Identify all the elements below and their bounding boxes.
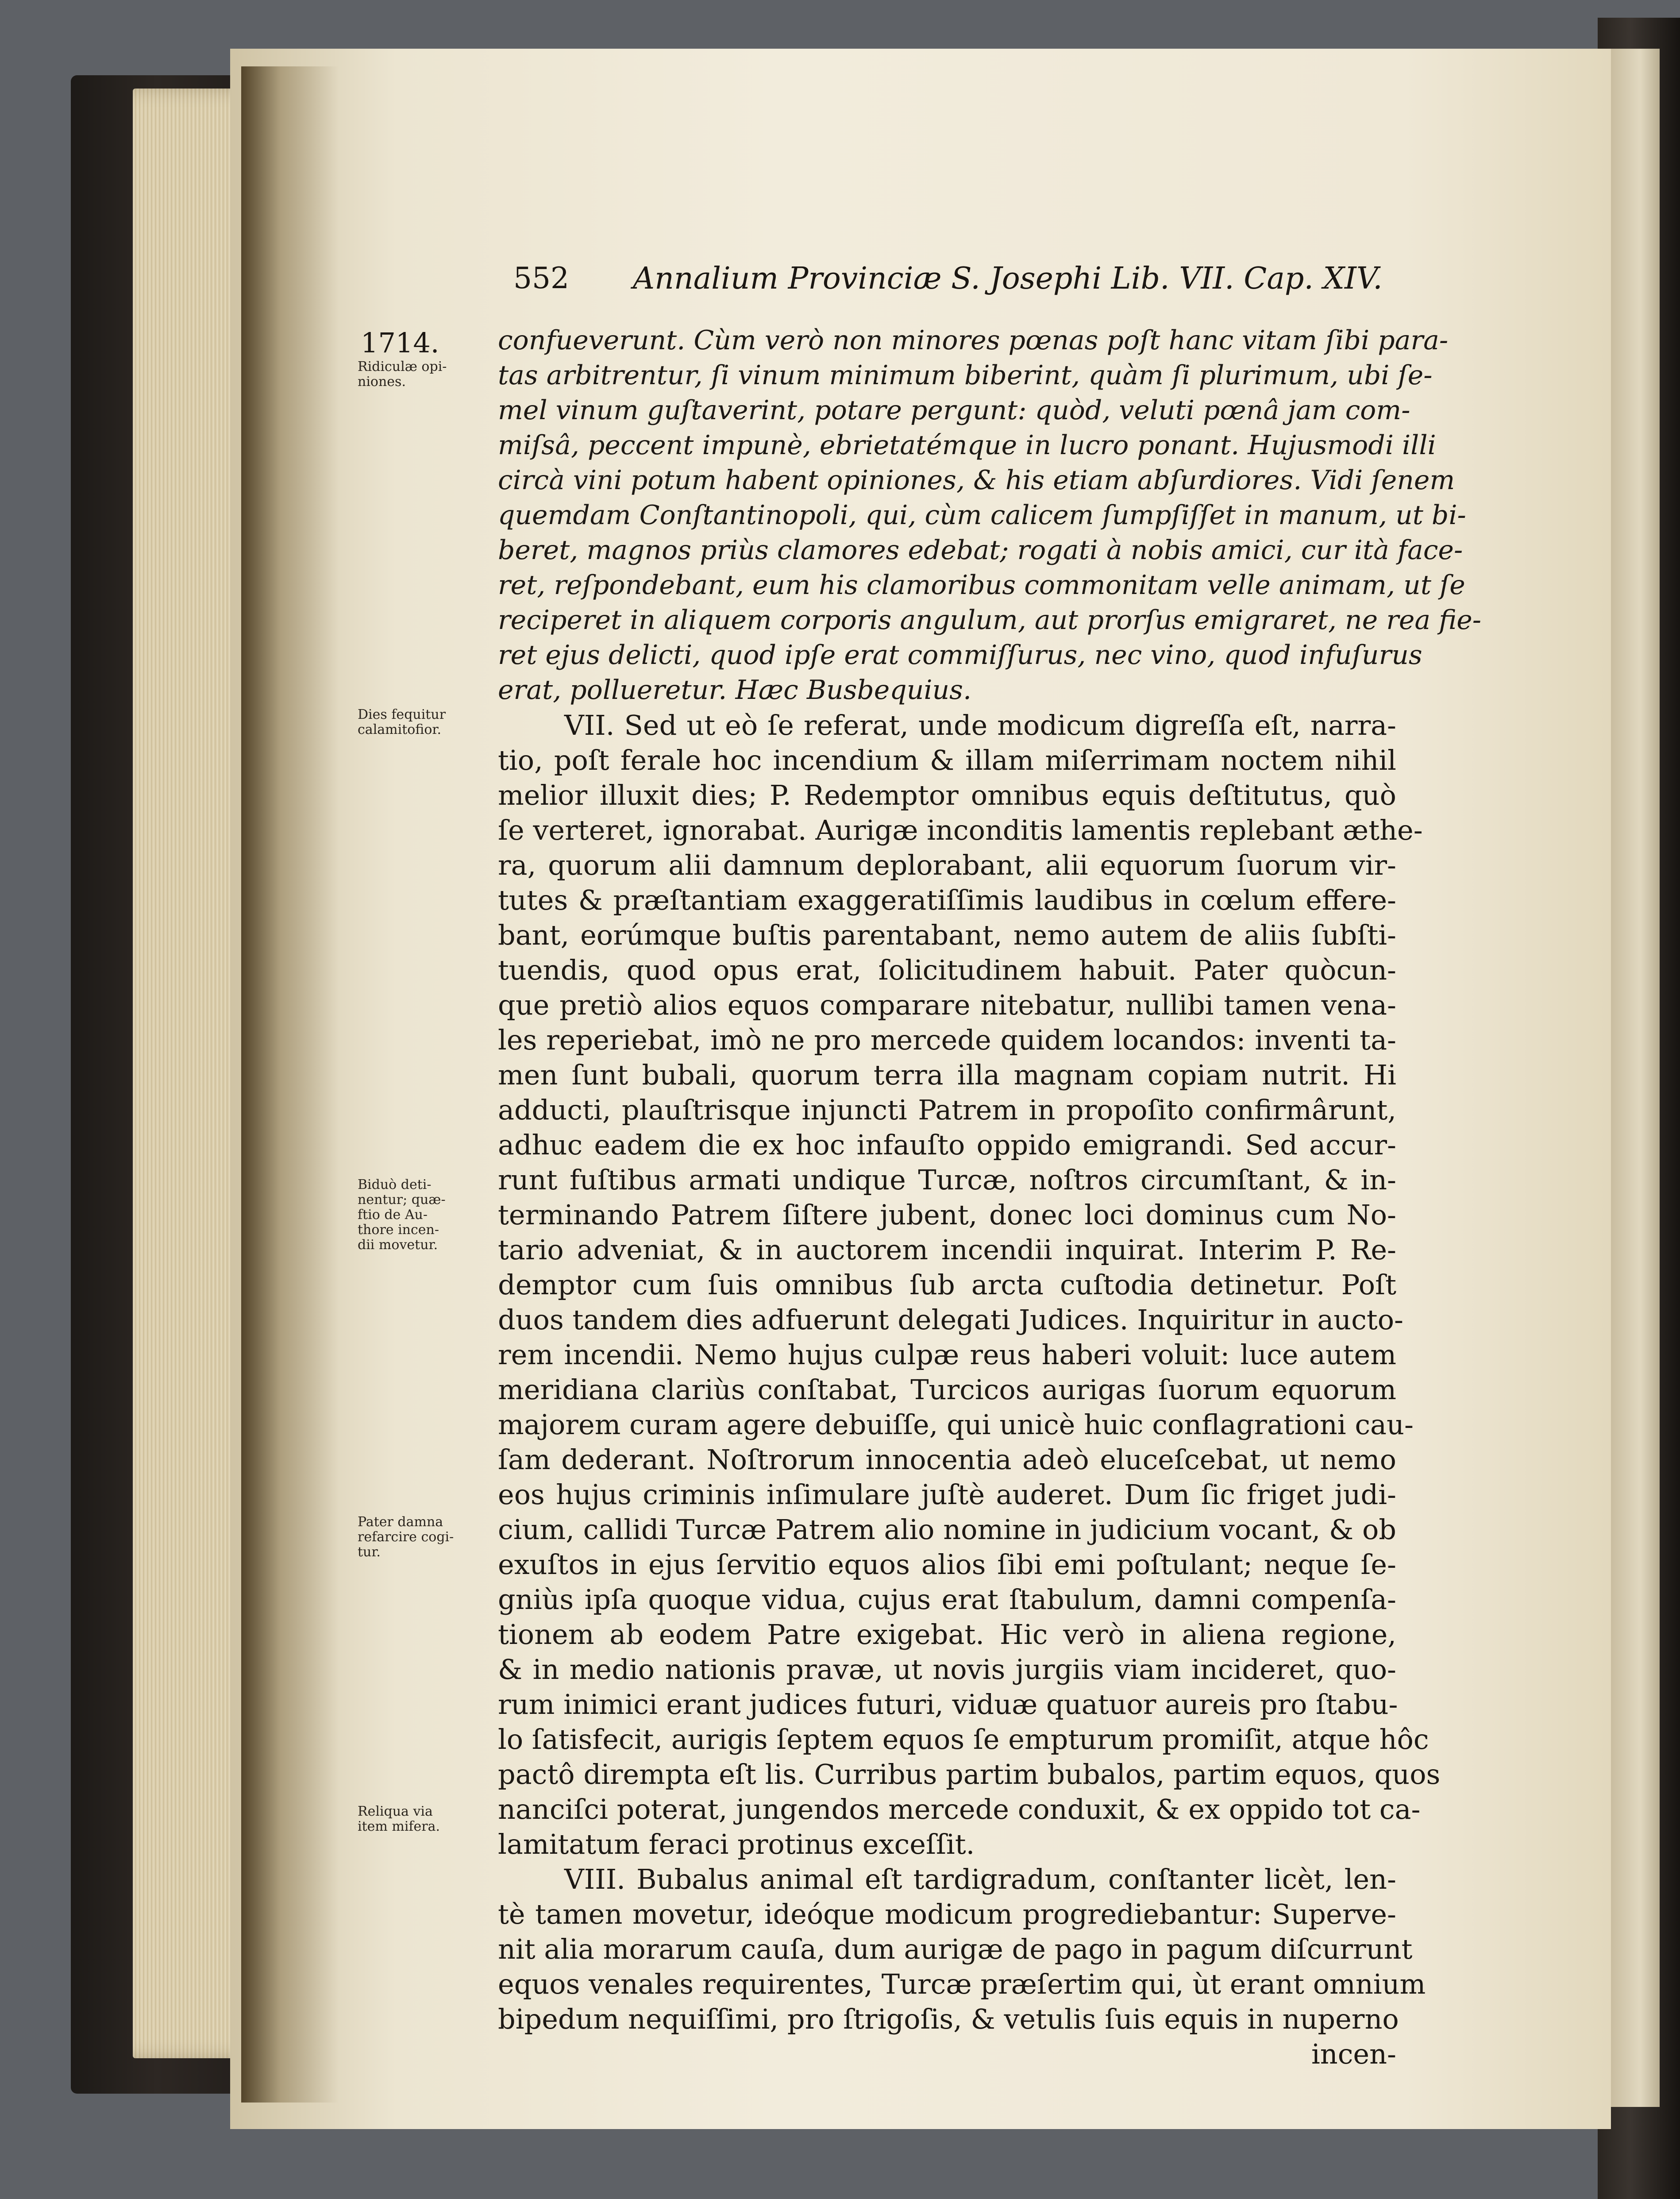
text-line: que pretiò alios equos comparare nitebatur, nullibi tamen vena- bbox=[498, 989, 1396, 1021]
text-line: adhuc eadem die ex hoc infauſto oppido emigrandi. Sed accur- bbox=[498, 1129, 1396, 1161]
margin-gloss bbox=[358, 1804, 490, 1834]
text-line: equos venales requirentes, Turcæ præſertim qui, ùt erant omnium bbox=[498, 1968, 1426, 2000]
text-line: tas arbitrentur, ſi vinum minimum biberint, quàm ſi plurimum, ubi ſe- bbox=[498, 360, 1433, 391]
text-line: tuendis, quod opus erat, ſolicitudinem habuit. Pater quòcun- bbox=[498, 954, 1396, 986]
text-line: nit alia morarum cauſa, dum aurigæ de pago in pagum diſcurrunt bbox=[498, 1933, 1413, 1965]
gloss-line: Biduò deti- bbox=[358, 1177, 432, 1192]
text-line: melior illuxit dies; P. Redemptor omnibus equis deſtitutus, quò bbox=[498, 779, 1396, 811]
text-line: lamitatum feraci protinus exceſſit. bbox=[498, 1828, 975, 1860]
text-line: tutes & præſtantiam exaggeratiſſimis laudibus in cœlum effere- bbox=[498, 884, 1396, 916]
text-line: circà vini potum habent opiniones, & his etiam abſurdiores. Vidi ſenem bbox=[498, 465, 1455, 496]
margin-year: 1714. bbox=[361, 327, 439, 359]
text-line: runt fuſtibus armati undique Turcæ, noſtros circumſtant, & in- bbox=[498, 1164, 1396, 1196]
text-line: meridiana clariùs conſtabat, Turcicos aurigas ſuorum equorum bbox=[498, 1373, 1396, 1406]
text-line: confueverunt. Cùm verò non minores pœnas poſt hanc vitam ſibi para- bbox=[498, 325, 1449, 356]
text-line: VIII. Bubalus animal eſt tardigradum, conſtanter licèt, len- bbox=[564, 1863, 1396, 1895]
text-line: tè tamen movetur, ideóque modicum progrediebantur: Superve- bbox=[498, 1898, 1396, 1930]
gloss-line: Dies fequitur bbox=[358, 707, 446, 722]
text-line: ra, quorum alii damnum deplorabant, alii equorum ſuorum vir- bbox=[498, 849, 1396, 881]
gloss-line: Ridiculæ opi- bbox=[358, 359, 447, 374]
running-head bbox=[513, 261, 1383, 310]
body-text bbox=[498, 323, 1482, 2072]
gloss-line: tur. bbox=[358, 1544, 381, 1560]
text-line: ret ejus delicti, quod ipſe erat commiſſurus, nec vino, quod infuſurus bbox=[498, 640, 1422, 671]
text-line: bipedum nequiſſimi, pro ſtrigoſis, & vetulis ſuis equis in nuperno bbox=[498, 2003, 1399, 2035]
text-line: reciperet in aliquem corporis angulum, aut prorſus emigraret, ne rea fie- bbox=[498, 605, 1482, 636]
running-title: Annalium Provinciæ S. Josephi Lib. VII. Cap. XIV. bbox=[633, 261, 1383, 296]
gutter-shadow bbox=[241, 66, 339, 2103]
margin-gloss bbox=[358, 1177, 490, 1253]
text-line: mel vinum guſtaverint, potare pergunt: quòd, veluti pœnâ jam com- bbox=[498, 395, 1410, 426]
text-line: terminando Patrem ſiſtere jubent, donec loci dominus cum No- bbox=[498, 1199, 1396, 1231]
text-line: erat, pollueretur. Hæc Busbequius. bbox=[498, 675, 972, 706]
margin-gloss bbox=[358, 1515, 490, 1560]
text-line: ſe verteret, ignorabat. Aurigæ inconditis lamentis replebant æthe- bbox=[498, 814, 1423, 846]
text-line: adducti, plauſtrisque injuncti Patrem in propoſito confirmârunt, bbox=[498, 1094, 1396, 1126]
gloss-line: dii movetur. bbox=[358, 1237, 438, 1253]
text-line: exuſtos in ejus ſervitio equos alios ſibi emi poſtulant; neque ſe- bbox=[498, 1548, 1396, 1581]
text-line: rum inimici erant judices futuri, viduæ quatuor aureis pro ſtabu- bbox=[498, 1688, 1398, 1721]
text-line: les reperiebat, imò ne pro mercede quidem locandos: inventi ta- bbox=[498, 1024, 1396, 1056]
text-line: cium, callidi Turcæ Patrem alio nomine in judicium vocant, & ob bbox=[498, 1513, 1396, 1546]
text-line: bant, eorúmque buſtis parentabant, nemo autem de aliis ſubſti- bbox=[498, 919, 1396, 951]
gloss-line: thore incen- bbox=[358, 1222, 439, 1238]
text-line: beret, magnos priùs clamores edebat; rogati à nobis amici, cur ità face- bbox=[498, 535, 1463, 566]
text-line: eos hujus criminis inſimulare juſtè auderet. Dum ſic friget judi- bbox=[498, 1478, 1396, 1511]
gloss-line: Pater damna bbox=[358, 1514, 443, 1530]
text-line: ſam dederant. Noſtrorum innocentia adeò eluceſcebat, ut nemo bbox=[498, 1443, 1396, 1476]
text-line: & in medio nationis pravæ, ut novis jurgiis viam incideret, quo- bbox=[498, 1653, 1396, 1686]
facing-page-edge bbox=[1611, 49, 1660, 2107]
text-line: tario adveniat, & in auctorem incendii inquirat. Interim P. Re- bbox=[498, 1234, 1396, 1266]
catchword: incen- bbox=[1311, 2038, 1396, 2070]
text-line: demptor cum ſuis omnibus ſub arcta cuſtodia detinetur. Poſt bbox=[498, 1269, 1396, 1301]
gloss-line: ftio de Au- bbox=[358, 1207, 428, 1223]
text-line: lo ſatisfecit, aurigis ſeptem equos ſe empturum promiſit, atque hôc bbox=[498, 1723, 1429, 1755]
text-line: tio, poſt ferale hoc incendium & illam miſerrimam noctem nihil bbox=[498, 744, 1396, 776]
margin-gloss bbox=[358, 359, 490, 390]
gloss-line: calamitofior. bbox=[358, 722, 441, 737]
gloss-line: item mifera. bbox=[358, 1819, 440, 1834]
text-line: quemdam Conſtantinopoli, qui, cùm calicem ſumpſiſſet in manum, ut bi- bbox=[498, 500, 1466, 531]
text-line: men ſunt bubali, quorum terra illa magnam copiam nutrit. Hi bbox=[498, 1059, 1396, 1091]
text-line: miſsâ, peccent impunè, ebrietatémque in lucro ponant. Hujusmodi illi bbox=[498, 430, 1436, 461]
text-line: gniùs ipſa quoque vidua, cujus erat ſtabulum, damni compenſa- bbox=[498, 1583, 1396, 1616]
text-line: VII. Sed ut eò ſe referat, unde modicum digreſſa eſt, narra- bbox=[564, 709, 1396, 741]
gloss-line: nentur; quæ- bbox=[358, 1192, 446, 1208]
text-line: ret, reſpondebant, eum his clamoribus commonitam velle animam, ut ſe bbox=[498, 570, 1465, 601]
margin-gloss bbox=[358, 707, 490, 737]
page-number: 552 bbox=[513, 261, 569, 295]
gloss-line: Reliqua via bbox=[358, 1804, 433, 1819]
gloss-line: refarcire cogi- bbox=[358, 1529, 454, 1545]
text-line: tionem ab eodem Patre exigebat. Hic verò in aliena regione, bbox=[498, 1618, 1396, 1651]
text-line: rem incendii. Nemo hujus culpæ reus haberi voluit: luce autem bbox=[498, 1339, 1396, 1371]
text-line: nanciſci poterat, jungendos mercede conduxit, & ex oppido tot ca- bbox=[498, 1793, 1421, 1825]
text-line: majorem curam agere debuiſſe, qui unicè huic conflagrationi cau- bbox=[498, 1408, 1414, 1441]
text-line: duos tandem dies adfuerunt delegati Judices. Inquiritur in aucto- bbox=[498, 1304, 1403, 1336]
text-line: pactô dirempta eſt lis. Curribus partim bubalos, partim equos, quos bbox=[498, 1758, 1441, 1790]
gloss-line: niones. bbox=[358, 374, 406, 390]
